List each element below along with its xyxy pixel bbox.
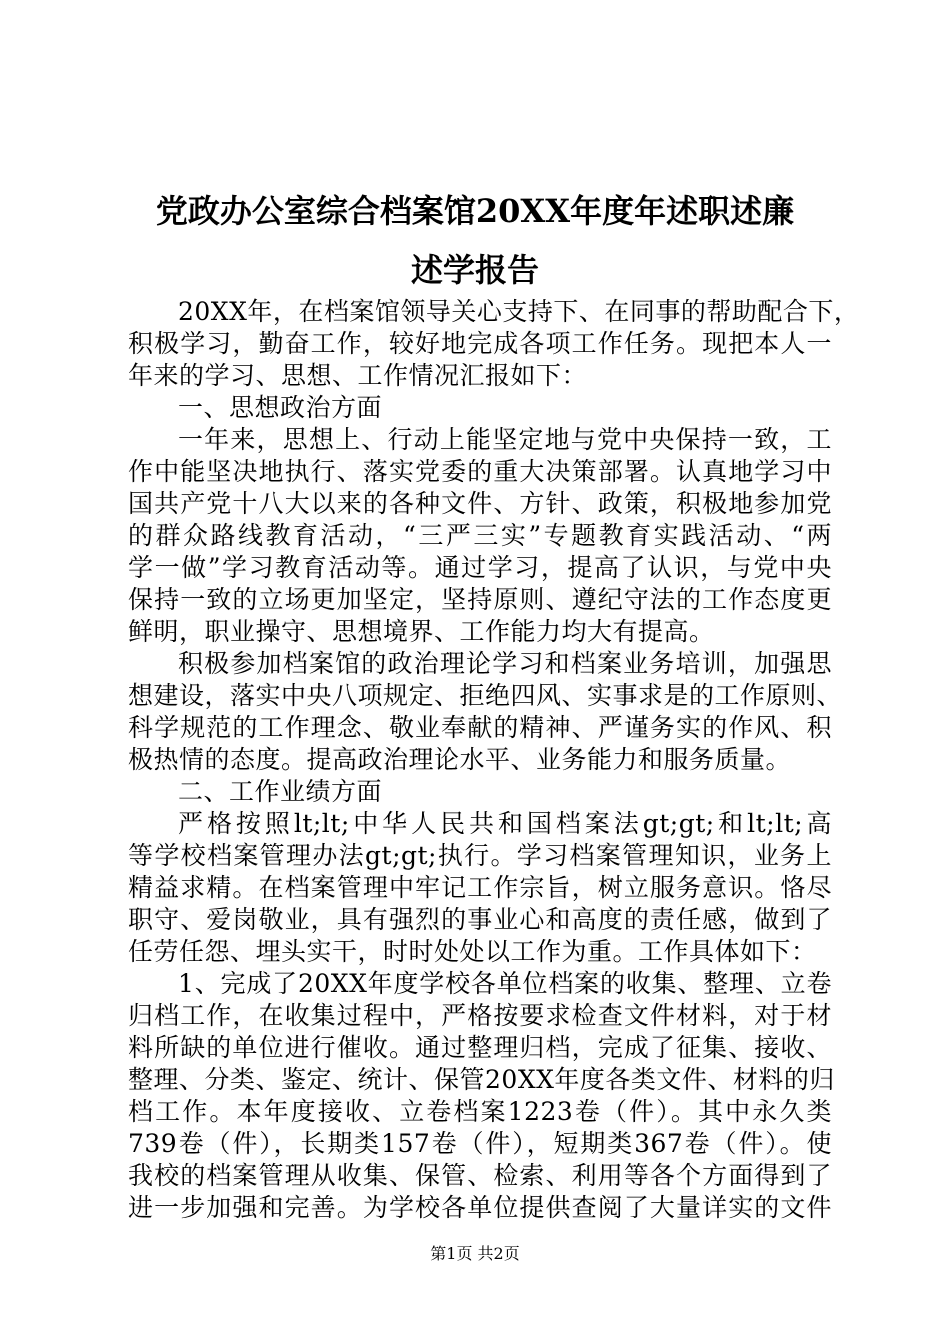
paragraph-line: 等学校档案管理办法gt;gt;执行。学习档案管理知识，业务上	[128, 841, 832, 870]
paragraph-line: 严格按照lt;lt;中华人民共和国档案法gt;gt;和lt;lt;高	[178, 809, 832, 838]
paragraph	[128, 648, 843, 776]
paragraph-line: 一、思想政治方面	[178, 393, 383, 422]
paragraph-line: 1、完成了20XX年度学校各单位档案的收集、整理、立卷	[178, 969, 832, 998]
paragraph-line: 二、工作业绩方面	[178, 777, 383, 806]
paragraph-line: 精益求精。在档案管理中牢记工作宗旨，树立服务意识。恪尽	[128, 873, 832, 902]
paragraph-line: 保持一致的立场更加坚定，坚持原则、遵纪守法的工作态度更	[128, 585, 832, 614]
paragraph-line: 归档工作，在收集过程中，严格按要求检查文件材料，对于材	[128, 1001, 832, 1030]
paragraph-line: 作中能坚决地执行、落实党委的重大决策部署。认真地学习中	[128, 457, 832, 486]
paragraph	[128, 808, 832, 968]
paragraph-line: 职守、爱岗敬业，具有强烈的事业心和高度的责任感，做到了	[128, 905, 832, 934]
page-footer: 第1页 共2页	[430, 1244, 520, 1263]
paragraph-line: 鲜明，职业操守、思想境界、工作能力均大有提高。	[128, 617, 715, 646]
paragraph-line: 学一做”学习教育活动等。通过学习，提高了认识，与党中央	[128, 553, 832, 582]
paragraph	[128, 776, 832, 808]
paragraph-line: 20XX年，在档案馆领导关心支持下、在同事的帮助配合下，	[178, 297, 860, 326]
paragraph	[128, 968, 835, 1224]
paragraph	[128, 392, 832, 424]
paragraph-line: 档工作。本年度接收、立卷档案1223卷（件）。其中永久类	[128, 1097, 832, 1126]
paragraph-line: 积极学习，勤奋工作，较好地完成各项工作任务。现把本人一	[128, 329, 832, 358]
paragraph-line: 年来的学习、思想、工作情况汇报如下：	[128, 361, 588, 390]
paragraph-line: 科学规范的工作理念、敬业奉献的精神、严谨务实的作风、积	[128, 713, 832, 742]
paragraph-line: 进一步加强和完善。为学校各单位提供查阅了大量详实的文件	[128, 1193, 832, 1222]
paragraph-line: 国共产党十八大以来的各种文件、方针、政策，积极地参加党	[128, 489, 832, 518]
paragraph-line: 整理、分类、鉴定、统计、保管20XX年度各类文件、材料的归	[128, 1065, 835, 1094]
document-body	[128, 296, 860, 1224]
paragraph-line: 想建设，落实中央八项规定、拒绝四风、实事求是的工作原则、	[128, 681, 843, 710]
paragraph-line: 料所缺的单位进行催收。通过整理归档，完成了征集、接收、	[128, 1033, 832, 1062]
paragraph-line: 739卷（件），长期类157卷（件），短期类367卷（件）。使	[128, 1129, 832, 1158]
paragraph	[128, 424, 832, 648]
paragraph-line: 一年来，思想上、行动上能坚定地与党中央保持一致，工	[178, 425, 832, 454]
document-title-line-2: 述学报告	[410, 251, 539, 289]
paragraph	[128, 296, 860, 392]
paragraph-line: 积极参加档案馆的政治理论学习和档案业务培训，加强思	[178, 649, 832, 678]
document-title-line-1: 党政办公室综合档案馆20XX年度年述职述廉	[155, 192, 795, 230]
paragraph-line: 我校的档案管理从收集、保管、检索、利用等各个方面得到了	[128, 1161, 832, 1190]
paragraph-line: 极热情的态度。提高政治理论水平、业务能力和服务质量。	[128, 745, 792, 774]
paragraph-line: 任劳任怨、埋头实干，时时处处以工作为重。工作具体如下：	[128, 937, 817, 966]
paragraph-line: 的群众路线教育活动，“三严三实”专题教育实践活动、“两	[128, 521, 832, 550]
